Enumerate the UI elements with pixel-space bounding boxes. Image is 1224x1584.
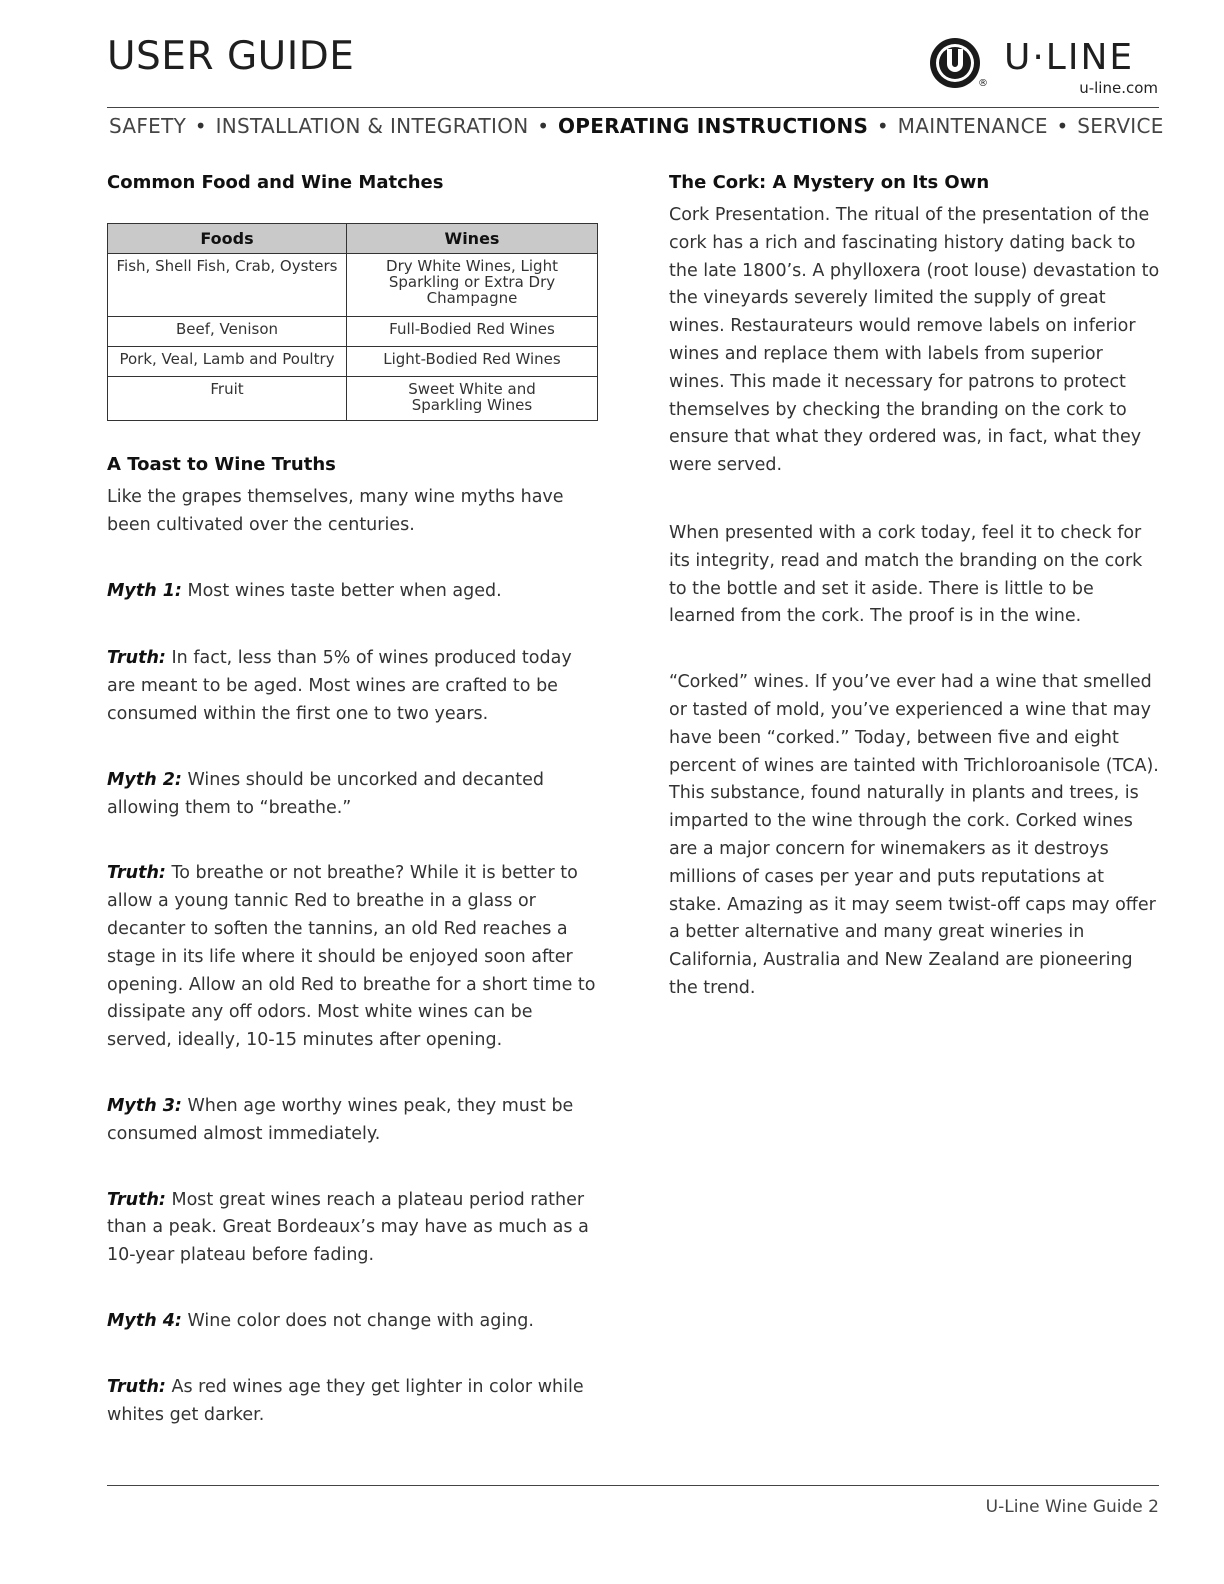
footer-divider [107,1485,1159,1486]
table-cell-wine: Full-Bodied Red Wines [347,317,598,347]
table-row [108,347,598,377]
truth-label: Truth: [107,1376,166,1397]
page-title: USER GUIDE [107,34,355,79]
matches-heading: Common Food and Wine Matches [107,172,444,193]
myth-label: Myth 2: [107,769,182,790]
table-cell-food: Beef, Venison [108,317,347,347]
table-cell-wine: Dry White Wines, Light Sparkling or Extra Dry Champagne [347,254,598,317]
myth-text: When age worthy wines peak, they must be consumed almost immediately. [107,1095,574,1144]
nav-item-maintenance: MAINTENANCE [897,114,1048,138]
cork-paragraph: When presented with a cork today, feel it to check for its integrity, read and match the branding on the cork to the bottle and set it aside. There is little to be learned from the cork. The proof is in the wine. [669,522,1143,627]
page-footer: U-Line Wine Guide 2 [985,1497,1159,1517]
nav-item-operating-instructions: OPERATING INSTRUCTIONS [557,114,869,138]
nav-separator: • [194,114,207,138]
table-cell-wine: Light-Bodied Red Wines [347,347,598,377]
right-column [669,170,1161,1003]
myth-text: Wines should be uncorked and decanted allowing them to “breathe.” [107,769,544,818]
myth-paragraph [107,1308,599,1336]
truth-label: Truth: [107,648,166,669]
brand-wordmark: U·LINE [1004,37,1135,78]
nav-separator: • [876,114,889,138]
myth-paragraph [107,1093,599,1149]
nav-item-installation: INSTALLATION & INTEGRATION [215,114,529,138]
section-nav [109,114,1164,138]
table-cell-food: Pork, Veal, Lamb and Poultry [108,347,347,377]
truth-label: Truth: [107,863,166,884]
cork-heading: The Cork: A Mystery on Its Own [669,172,990,193]
nav-separator: • [1056,114,1069,138]
nav-item-service: SERVICE [1077,114,1164,138]
myth-paragraph [107,767,599,823]
truth-paragraph [107,1374,599,1430]
myth-text: Most wines taste better when aged. [181,580,502,601]
table-row [108,377,598,421]
truth-paragraph [107,1187,599,1270]
table-cell-food: Fish, Shell Fish, Crab, Oysters [108,254,347,317]
truth-text: Most great wines reach a plateau period rather than a peak. Great Bordeaux’s may have as much as a 10-year plateau before fading. [107,1189,589,1266]
u-line-logo-icon [928,36,982,90]
table-cell-food: Fruit [108,377,347,421]
table-row [108,254,598,317]
toast-heading: A Toast to Wine Truths [107,454,336,475]
nav-item-safety: SAFETY [109,114,187,138]
myth-label: Myth 1: [107,580,182,601]
truth-text: To breathe or not breathe? While it is better to allow a young tannic Red to breathe in a glass or decanter to soften the tannins, an old Red reaches a stage in its life where it should be enjoyed soon after opening. Allow an old Red to breathe for a short time to dissipate any off odors. Most white wines can be served, ideally, 10-15 minutes after opening. [107,863,596,1051]
nav-separator: • [537,114,550,138]
myth-label: Myth 3: [107,1095,182,1116]
registered-mark: ® [978,78,988,89]
table-header-row [108,224,598,254]
food-wine-table [107,223,598,421]
header-divider [107,107,1159,108]
truth-paragraph [107,860,599,1055]
truth-text: In fact, less than 5% of wines produced today are meant to be aged. Most wines are crafted to be consumed within the first one to two years. [107,648,572,724]
table-row [108,317,598,347]
table-cell-wine: Sweet White and Sparkling Wines [347,377,598,421]
truth-label: Truth: [107,1189,166,1210]
truth-text: As red wines age they get lighter in color while whites get darker. [107,1376,584,1425]
myth-paragraph [107,578,599,606]
left-column [107,170,599,1429]
truth-paragraph [107,645,599,728]
brand-logo [928,36,1160,98]
brand-url: u-line.com [1079,79,1158,97]
cork-paragraph: “Corked” wines. If you’ve ever had a wine that smelled or tasted of mold, you’ve experienced a wine that may have been “corked.” Today, between five and eight percent of wines are tainted with Trichloroanisole (TCA). This substance, found naturally in plants and trees, is imparted to the wine through the cork. Corked wines are a major concern for winemakers as it destroys millions of cases per year and puts reputations at stake. Amazing as it may seem twist-off caps may offer a better alternative and many great wineries in California, Australia and New Zealand are pioneering the trend. [669,672,1159,998]
column-header-foods: Foods [108,224,347,254]
cork-paragraph: Cork Presentation. The ritual of the presentation of the cork has a rich and fascinating history dating back to the late 1800’s. A phylloxera (root louse) devastation to the vineyards severely limited the supply of great wines. Restaurateurs would remove labels on inferior wines and replace them with labels from superior wines. This made it necessary for patrons to protect themselves by checking the branding on the cork to ensure that what they ordered was, in fact, what they were served. [669,205,1160,476]
column-header-wines: Wines [347,224,598,254]
myth-text: Wine color does not change with aging. [181,1310,534,1331]
intro-paragraph: Like the grapes themselves, many wine myths have been cultivated over the centuries. [107,487,564,535]
myth-label: Myth 4: [107,1310,182,1331]
